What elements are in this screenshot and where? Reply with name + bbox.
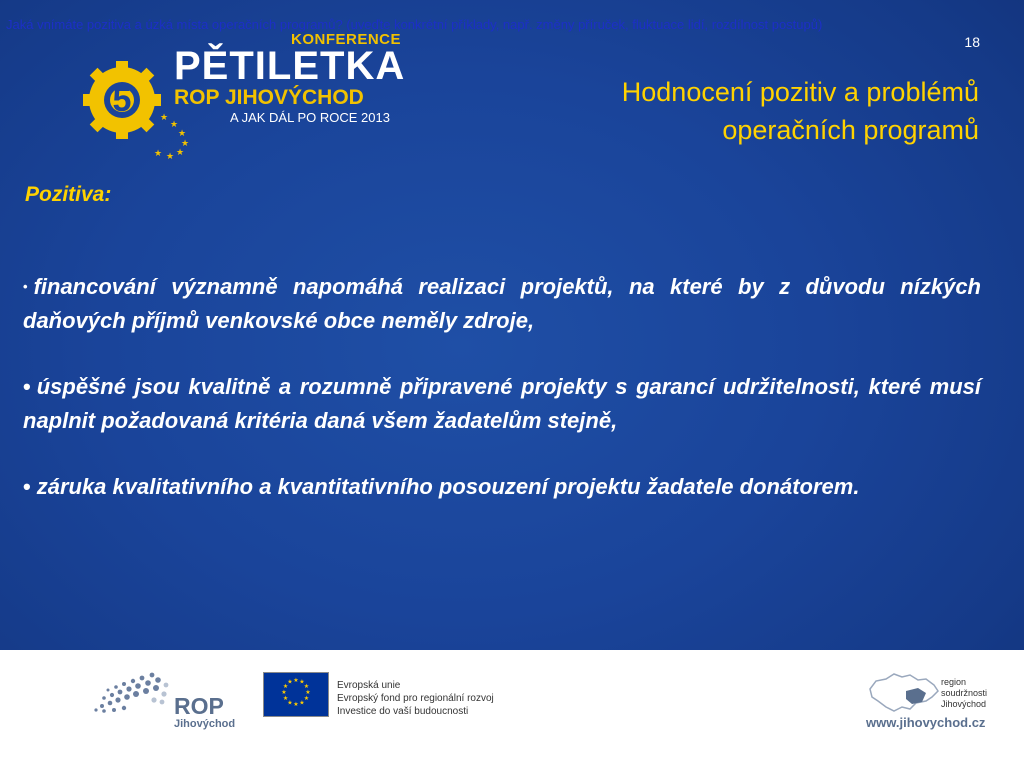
eu-line: Evropský fond pro regionální rozvoj bbox=[337, 693, 494, 704]
bullet-text: financování významně napomáhá realizaci projektů, na které by z důvodu nízkých daňových příjmů venkovské obce neměly zdroje, bbox=[23, 274, 981, 333]
bullet-list bbox=[23, 270, 981, 536]
svg-text:★: ★ bbox=[282, 683, 289, 690]
logo-rop-jihovychod: ROP JIHOVÝCHOD bbox=[174, 86, 364, 109]
svg-text:★: ★ bbox=[178, 129, 187, 139]
logo-number: 5 bbox=[112, 81, 132, 119]
title-line-2: operačních programů bbox=[722, 115, 979, 145]
svg-text:★: ★ bbox=[287, 699, 293, 707]
svg-text:★: ★ bbox=[176, 148, 185, 158]
logo-petiletka: PĚTILETKA bbox=[174, 44, 406, 88]
svg-text:★: ★ bbox=[293, 701, 299, 708]
svg-text:★: ★ bbox=[160, 113, 169, 123]
bullet-text: záruka kvalitativního a kvantitativního posouzení projektu žadatele donátorem. bbox=[36, 474, 860, 499]
footer-rop-name: ROP bbox=[174, 693, 224, 719]
bullet-icon: • bbox=[23, 374, 31, 399]
svg-text:★: ★ bbox=[299, 699, 305, 707]
bullet-text: úspěšné jsou kvalitně a rozumně připravené projekty s garancí udržitelnosti, které musí naplnit požadovaná kritéria daná všem žadatelům stejně, bbox=[23, 374, 981, 433]
question-text: Jaká vnímáte pozitiva a úzká místa operačních programů? (uveďte konkrétní příklady, např. změny příruček, fluktuace lidí, rozdílnost postupů) bbox=[6, 17, 823, 32]
svg-text:★: ★ bbox=[303, 683, 310, 690]
czech-map-icon bbox=[866, 671, 940, 713]
svg-text:★: ★ bbox=[181, 139, 190, 149]
eu-text-block bbox=[337, 679, 494, 718]
svg-text:★: ★ bbox=[166, 152, 175, 160]
bullet-item bbox=[23, 270, 981, 338]
website-link[interactable]: www.jihovychod.cz bbox=[866, 715, 986, 730]
svg-text:★: ★ bbox=[299, 678, 305, 686]
slide-title bbox=[419, 73, 979, 149]
logo-konference: KONFERENCE bbox=[291, 31, 402, 48]
footer-rop-region: Jihovýchod bbox=[174, 718, 236, 730]
eu-line: Evropská unie bbox=[337, 680, 401, 691]
svg-text:★: ★ bbox=[154, 149, 163, 159]
svg-text:★: ★ bbox=[282, 695, 289, 702]
section-label: Pozitiva: bbox=[25, 183, 112, 206]
eu-line: Investice do vaší budoucnosti bbox=[337, 706, 469, 717]
region-line: soudržnosti bbox=[941, 688, 988, 698]
svg-text:★: ★ bbox=[170, 120, 179, 130]
title-line-1: Hodnocení pozitiv a problémů bbox=[621, 77, 979, 107]
svg-text:★: ★ bbox=[281, 689, 287, 696]
svg-text:★: ★ bbox=[287, 678, 293, 686]
page-number: 18 bbox=[964, 34, 980, 50]
eu-stars-arc-icon bbox=[154, 113, 189, 160]
svg-text:★: ★ bbox=[293, 677, 299, 684]
svg-text:★: ★ bbox=[305, 689, 311, 696]
logo-subtitle: A JAK DÁL PO ROCE 2013 bbox=[230, 110, 390, 125]
bullet-icon: • bbox=[23, 279, 28, 294]
svg-text:★: ★ bbox=[303, 695, 310, 702]
bullet-icon: • bbox=[23, 474, 31, 499]
rop-dots-logo-icon bbox=[90, 670, 172, 714]
region-text-block bbox=[941, 677, 987, 710]
bullet-item bbox=[23, 470, 981, 504]
region-line: Jihovýchod bbox=[941, 699, 987, 709]
region-line: region bbox=[941, 677, 967, 687]
bullet-item bbox=[23, 370, 981, 438]
eu-flag-icon bbox=[263, 672, 329, 717]
